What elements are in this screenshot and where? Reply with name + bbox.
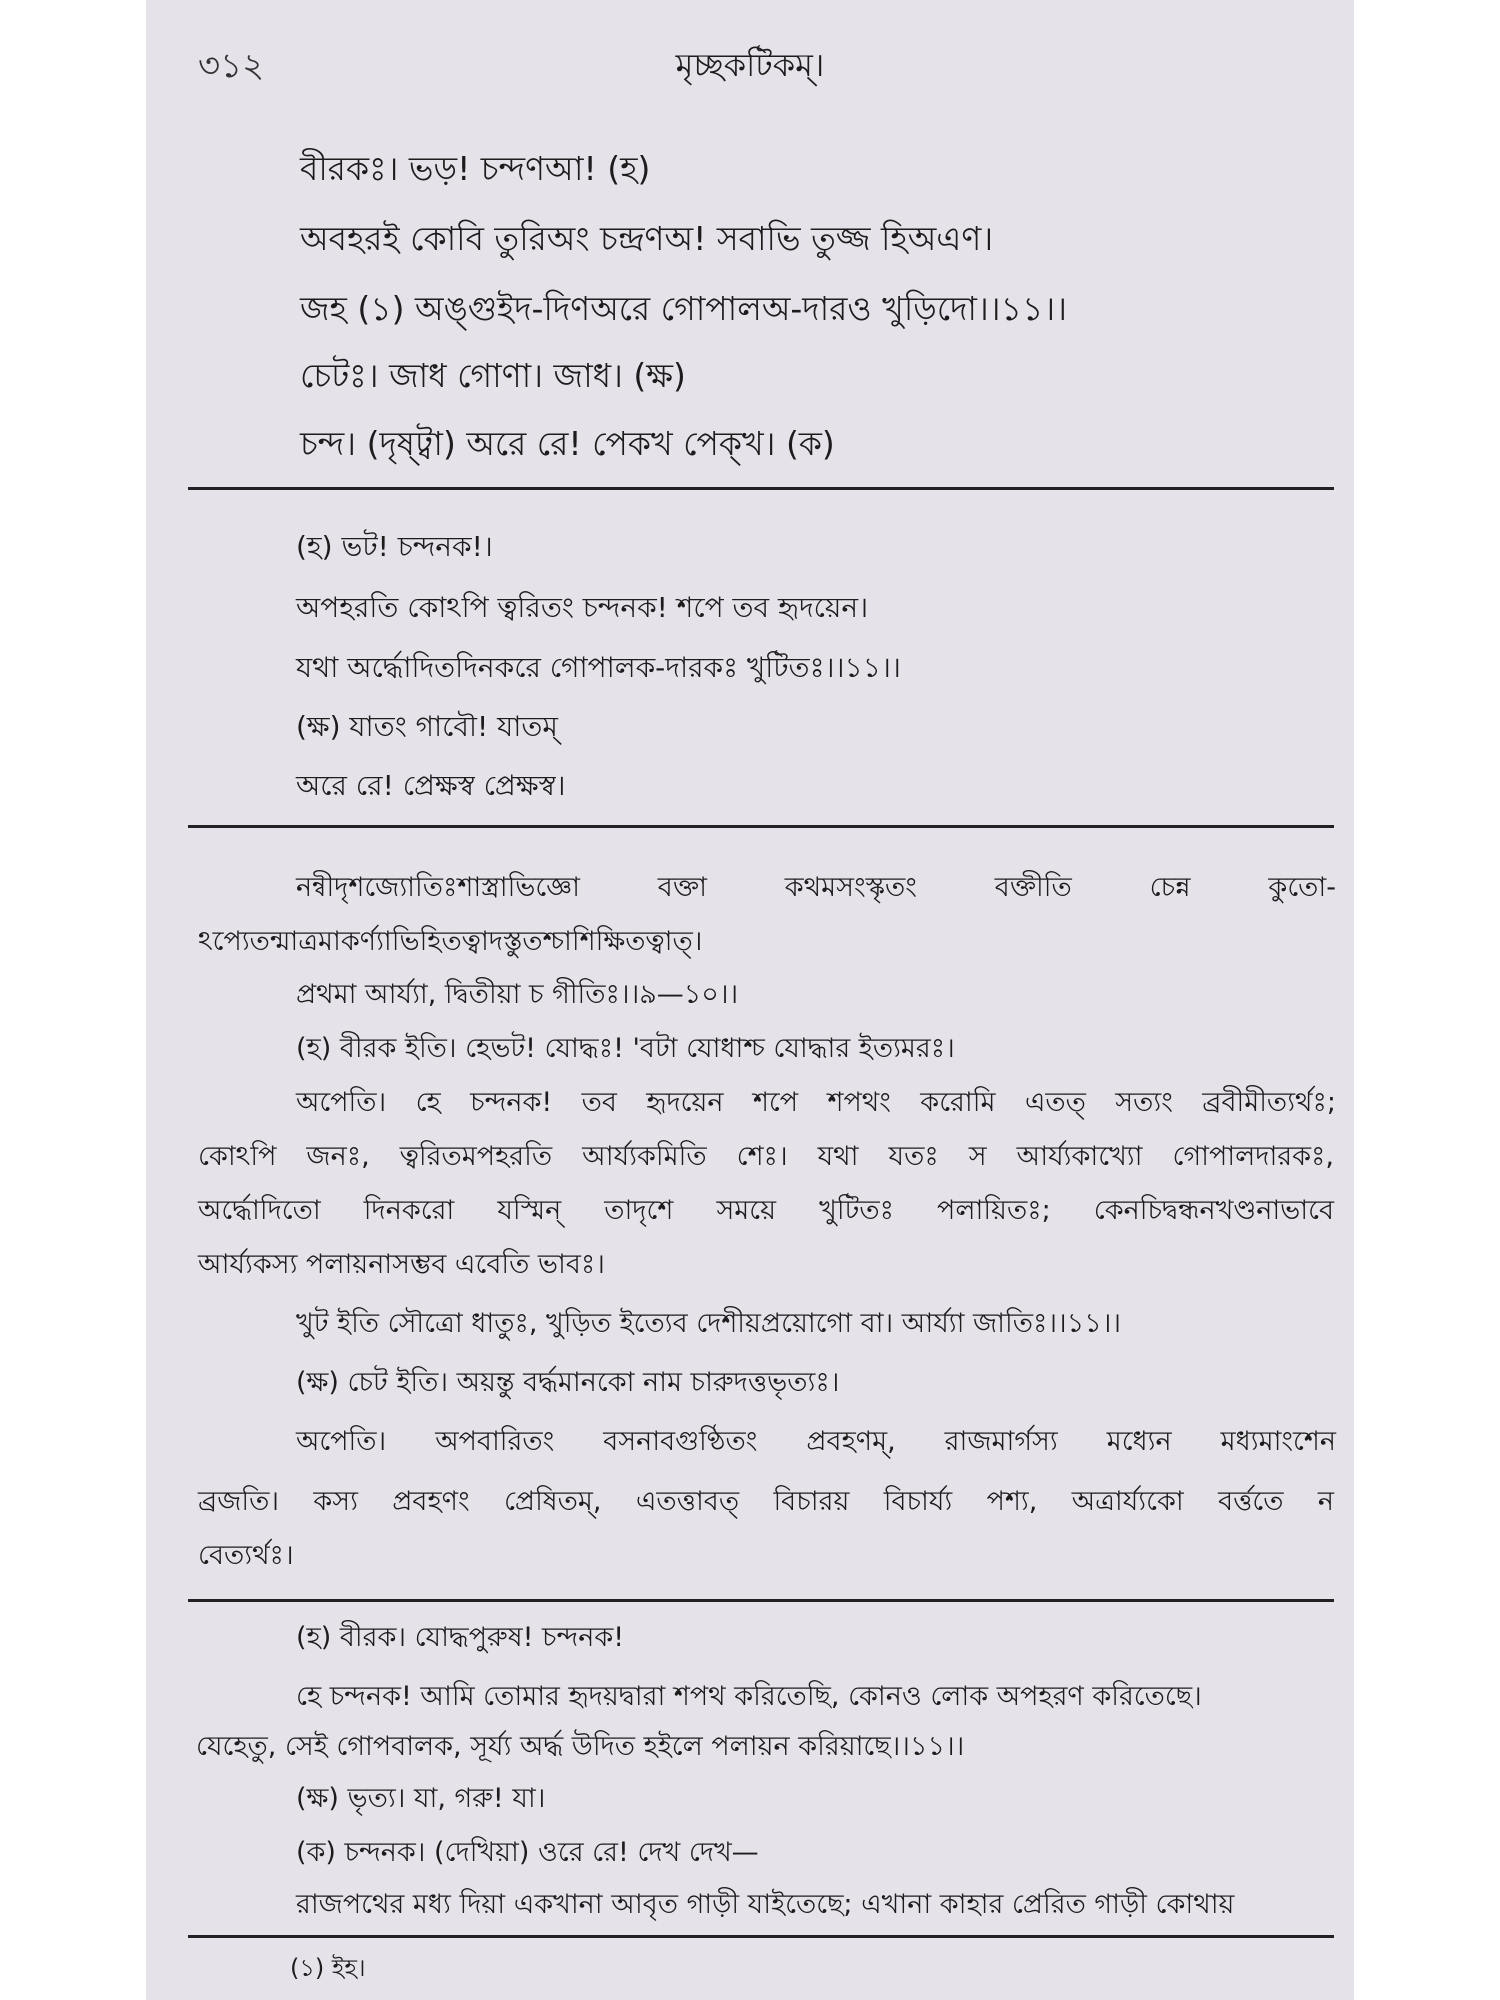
translation-line: অপহরতি কোঽপি ত্বরিতং চন্দনক! শপে তব হৃদয়েন। bbox=[296, 591, 869, 624]
page-header bbox=[146, 40, 1354, 90]
running-title: মৃচ্ছকটিকম্। bbox=[675, 46, 825, 84]
commentary-line: (হ) বীরক ইতি। হেভট! যোদ্ধঃ! 'বটা যোধাশ্চ যোদ্ধার ইত্যমরঃ। bbox=[296, 1033, 955, 1064]
page-number: ৩১২ bbox=[198, 46, 265, 86]
translation-line: (ক্ষ) যাতং গাবৌ! যাতম্ bbox=[296, 710, 558, 743]
bengali-line: (ক্ষ) ভৃত্য। যা, গরু! যা। bbox=[296, 1783, 546, 1814]
translation-line: যথা অর্দ্ধোদিতদিনকরে গোপালক-দারকঃ খুটিতঃ।।১১।। bbox=[296, 651, 901, 684]
bengali-line: (হ) বীরক। যোদ্ধপুরুষ! চন্দনক! bbox=[296, 1622, 625, 1653]
book-page bbox=[146, 0, 1354, 2000]
commentary-line: ঽপ্যেতন্মাত্রমাকর্ণ্যাভিহিতত্বাদস্তুতশ্চাশিক্ষিতত্বাত্। bbox=[198, 926, 703, 957]
commentary-line: প্রথমা আর্য্যা, দ্বিতীয়া চ গীতিঃ।।৯—১০।। bbox=[296, 979, 739, 1010]
verse-line: জহ (১) অঙ্গুইদ-দিণঅরে গোপালঅ-দারও খুড়িদো।।১১।। bbox=[300, 289, 1068, 328]
commentary-line: অর্দ্ধোদিতো দিনকরো যস্মিন্ তাদৃশে সময়ে খুটিতঃ পলায়িতঃ; কেনচিদ্বন্ধনখণ্ডনাভাবে bbox=[198, 1195, 1334, 1226]
commentary-line: অপেতি। হে চন্দনক! তব হৃদয়েন শপে শপথং করোমি এতত্ সত্যং ব্রবীমীত্যর্থঃ; bbox=[296, 1087, 1336, 1118]
footnote-divider bbox=[188, 1935, 1334, 1938]
verse-line: বীরকঃ। ভড়! চন্দণআ! (হ) bbox=[300, 149, 651, 188]
commentary-line: নন্বীদৃশজ্যোতিঃশাস্ত্রাভিজ্ঞো বক্তা কথমসংস্কৃতং বক্তীতি চেন্ন কুতো- bbox=[296, 872, 1336, 903]
commentary-line: (ক্ষ) চেট ইতি। অয়ন্তু বর্দ্ধমানকো নাম চারুদত্তভৃত্যঃ। bbox=[296, 1367, 840, 1398]
bengali-line: (ক) চন্দনক। (দেখিয়া) ওরে রে! দেখ দেখ— bbox=[296, 1837, 759, 1868]
verse-line: চেটঃ। জাধ গোণা। জাধ। (ক্ষ) bbox=[300, 356, 686, 395]
section-divider bbox=[188, 487, 1334, 490]
verse-line: চন্দ। (দৃষ্ট্বা) অরে রে! পেকখ পেক্খ। (ক) bbox=[300, 424, 835, 463]
translation-line: (হ) ভট! চন্দনক!। bbox=[296, 530, 493, 563]
bengali-line: হে চন্দনক! আমি তোমার হৃদয়দ্বারা শপথ করিতেছি, কোনও লোক অপহরণ করিতেছে। bbox=[296, 1681, 1202, 1712]
verse-line: অবহরই কোবি তুরিঅং চন্দ্রণঅ! সবাভি তুজ্জ হিঅএণ। bbox=[300, 219, 994, 258]
section-divider bbox=[188, 1599, 1334, 1602]
commentary-line: আর্য্যকস্য পলায়নাসম্ভব এবেতি ভাবঃ। bbox=[198, 1249, 605, 1280]
bengali-line: যেহেতু, সেই গোপবালক, সূর্য্য অর্দ্ধ উদিত হইলে পলায়ন করিয়াছে।।১১।। bbox=[196, 1731, 965, 1762]
commentary-line: কোঽপি জনঃ, ত্বরিতমপহরতি আর্য্যকমিতি শেঃ। যথা যতঃ স আর্য্যকাখ্যো গোপালদারকঃ, bbox=[198, 1141, 1334, 1172]
commentary-line: অপেতি। অপবারিতং বসনাবগুণ্ঠিতং প্রবহণম্, রাজমার্গস্য মধ্যেন মধ্যমাংশেন bbox=[296, 1426, 1336, 1457]
commentary-line: ব্রজতি। কস্য প্রবহণং প্রেষিতম্, এতত্তাবত্ বিচারয় বিচার্য্য পশ্য, অত্রার্য্যকো বর্ত্ততে ন bbox=[198, 1486, 1334, 1517]
commentary-line: বেত্যর্থঃ। bbox=[198, 1540, 294, 1571]
section-divider bbox=[188, 825, 1334, 828]
translation-line: অরে রে! প্রেক্ষস্ব প্রেক্ষস্ব। bbox=[296, 769, 566, 802]
bengali-line: রাজপথের মধ্য দিয়া একখানা আবৃত গাড়ী যাইতেছে; এখানা কাহার প্রেরিত গাড়ী কোথায় bbox=[296, 1889, 1235, 1920]
footnote: (১) ইহ। bbox=[290, 1954, 366, 1982]
commentary-line: খুট ইতি সৌত্রো ধাতুঃ, খুড়িত ইত্যেব দেশীয়প্রয়োগো বা। আর্য্যা জাতিঃ।।১১।। bbox=[296, 1308, 1122, 1339]
